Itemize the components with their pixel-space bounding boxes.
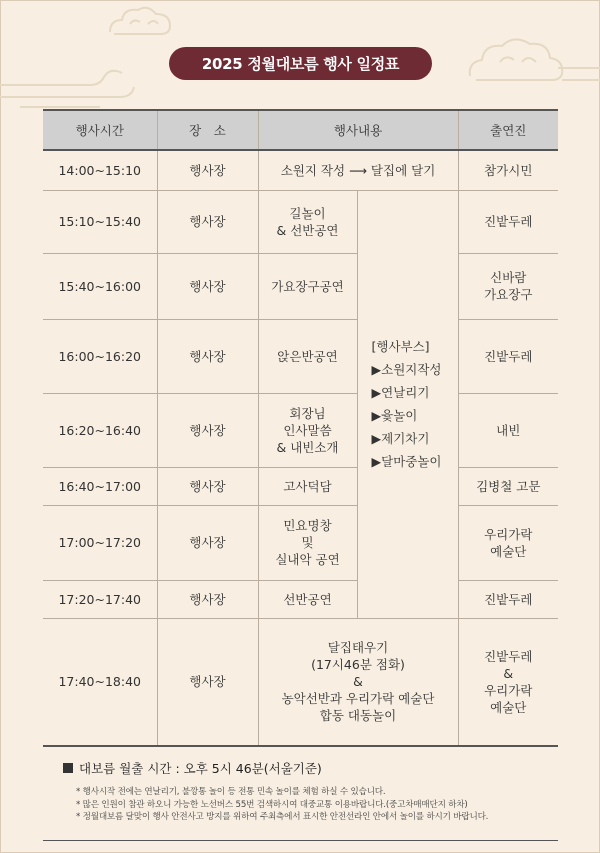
content-cell: 가요장구공연 [258,253,357,319]
booth-item: ▶제기차기 [371,431,430,446]
time-cell: 17:20~17:40 [43,580,157,618]
booth-item: ▶달마중놀이 [371,454,442,469]
time-cell: 16:00~16:20 [43,319,157,393]
content-cell [258,393,357,467]
square-bullet-icon [63,763,73,773]
table-row [43,580,558,618]
performer-cell [458,505,558,580]
performer-line: 진밭두레 [484,648,533,664]
content-line: 회장님 [289,405,326,421]
table-row [43,618,558,746]
booth-item: ▶윷놀이 [371,408,418,423]
content-line: 농악선반과 우리가락 예술단 [281,691,435,707]
performer-cell: 김병철 고문 [458,467,558,505]
table-row [43,190,558,253]
table-row [43,319,558,393]
content-cell: 선반공연 [258,580,357,618]
content-line: (17시46분 점화) [311,657,405,673]
content-line: 민요명창 [283,518,332,533]
performer-line: 가요장구 [484,287,533,302]
performer-line: 우리가락 [484,526,533,542]
time-cell: 17:40~18:40 [43,618,157,746]
content-line: 및 [301,535,314,550]
place-cell: 행사장 [157,467,258,505]
time-cell: 17:00~17:20 [43,505,157,580]
performer-cell: 내빈 [458,393,558,467]
note-item: * 많은 인원이 참관 하오니 가능한 노선버스 55번 검색하시여 대중교통 이용바랍니다.(중고차매매단지 하차) [76,799,468,810]
place-cell: 행사장 [157,580,258,618]
time-cell: 15:10~15:40 [43,190,157,253]
content-line: 길놀이 [289,205,326,221]
moonrise-info [63,759,322,777]
performer-cell: 진밭두레 [458,319,558,393]
content-line: & 선반공연 [276,222,339,238]
content-line: & [353,674,363,690]
performer-line: & [503,665,514,681]
time-cell: 15:40~16:00 [43,253,157,319]
header-place: 장 소 [157,110,258,150]
table-row [43,150,558,190]
booth-title: [행사부스] [371,339,430,354]
booth-item: ▶연날리기 [371,385,430,400]
header-content: 행사내용 [258,110,458,150]
content-line: & 내빈소개 [276,439,339,455]
cloud-decoration-top-left [100,2,180,42]
performer-cell [458,253,558,319]
content-cell: 앉은반공연 [258,319,357,393]
notes-list [76,786,488,824]
table-row [43,253,558,319]
place-cell: 행사장 [157,505,258,580]
bottom-divider [43,840,558,841]
note-item: * 행사시작 전에는 연날리기, 불깡통 놀이 등 전통 민속 놀이를 체험 하실 수 있습니다. [76,787,386,797]
time-cell: 16:40~17:00 [43,467,157,505]
content-cell [258,505,357,580]
content-cell: 고사덕담 [258,467,357,505]
moonrise-text: 대보름 월출 시간 : 오후 5시 46분(서울기준) [79,761,322,776]
note-item: * 정월대보름 달맞이 행사 안전사고 방지를 위하여 주최측에서 표시한 안전선라인 안에서 놀이를 하시기 바랍니다. [76,812,489,822]
performer-cell: 진밭두레 [458,580,558,618]
table-row [43,505,558,580]
time-cell: 16:20~16:40 [43,393,157,467]
place-cell: 행사장 [157,190,258,253]
content-line: 실내악 공연 [275,552,340,567]
page-title: 2025 정월대보름 행사 일정표 [169,47,432,80]
performer-line: 우리가락 [484,682,533,698]
content-cell [258,618,458,746]
place-cell: 행사장 [157,618,258,746]
performer-cell: 진밭두레 [458,190,558,253]
performer-line: 신바람 [490,270,527,285]
place-cell: 행사장 [157,253,258,319]
header-performer: 출연진 [458,110,558,150]
booth-item: ▶소원지작성 [371,362,442,377]
performer-line: 예술단 [490,543,527,559]
place-cell: 행사장 [157,150,258,190]
content-cell: 소원지 작성 ⟶ 달집에 달기 [258,150,458,190]
header-time: 행사시간 [43,110,157,150]
content-cell [258,190,357,253]
performer-line: 예술단 [490,699,527,715]
table-row [43,393,558,467]
table-header-row [43,110,558,150]
booth-cell [357,190,458,618]
performer-cell: 참가시민 [458,150,558,190]
content-line: 합동 대동놀이 [319,708,397,724]
table-row [43,467,558,505]
place-cell: 행사장 [157,319,258,393]
content-line: 인사말씀 [283,422,332,438]
schedule-table [43,109,558,747]
content-line: 달집태우기 [327,640,389,656]
place-cell: 행사장 [157,393,258,467]
performer-cell [458,618,558,746]
cloud-decoration-left [0,65,160,110]
cloud-decoration-right [462,32,600,92]
time-cell: 14:00~15:10 [43,150,157,190]
